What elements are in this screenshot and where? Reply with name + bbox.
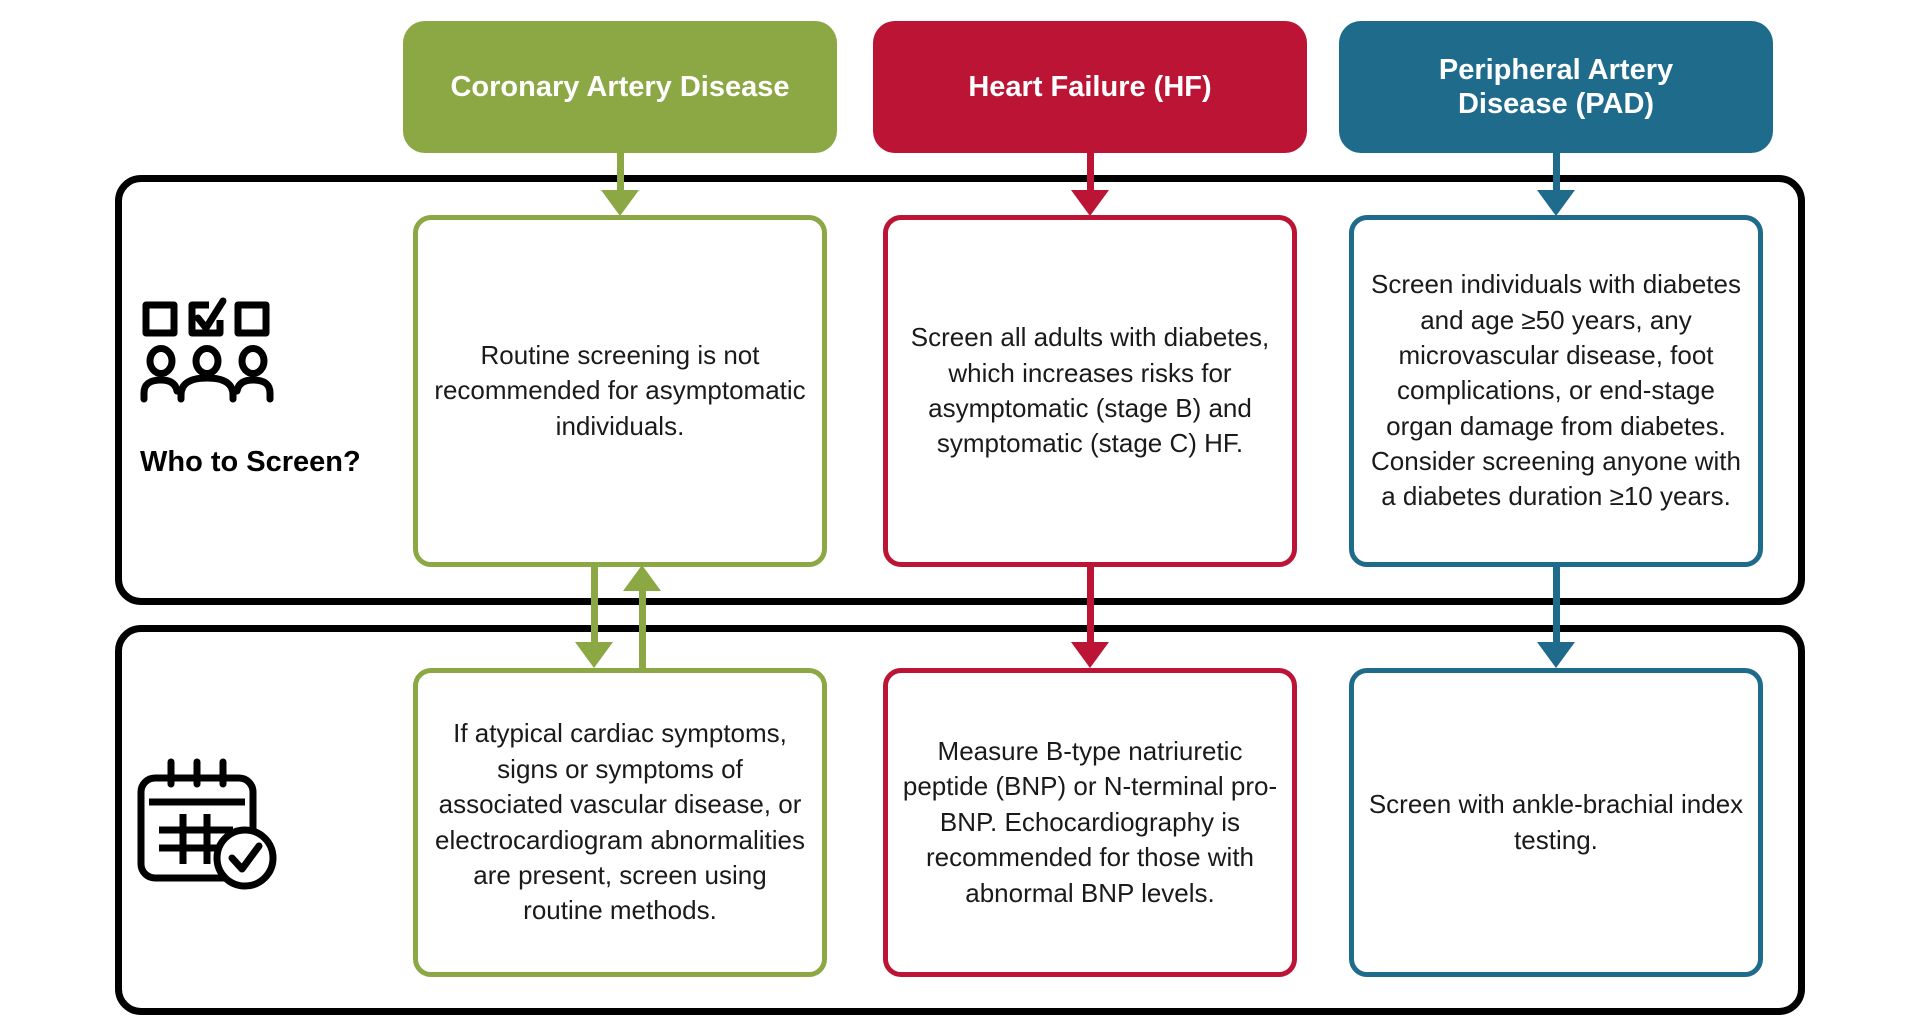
- arrow-hf-down-head: [1071, 642, 1109, 668]
- row-who-label: Who to Screen?: [140, 446, 361, 478]
- header-label-cad: Coronary Artery Disease: [450, 70, 790, 103]
- arrow-hf-header-head: [1071, 190, 1109, 216]
- calendar-check-icon: [133, 752, 283, 894]
- cad-who-text: Routine screening is not recommended for asymptomatic individuals.: [434, 339, 806, 441]
- hf-who-text: Screen all adults with diabetes, which increases risks for asymptomatic (stage B) and symptomatic (stage C) HF.: [910, 322, 1270, 459]
- header-pill-peripheral-artery-disease: [1339, 21, 1773, 153]
- pad-who-text: Screen individuals with diabetes and age ≥50 years, any microvascular disease, foot complications, or end-stage organ damage from diabetes. Consider screening anyone with a diabetes duration ≥10 years.: [1371, 269, 1741, 512]
- header-label-hf: Heart Failure (HF): [968, 70, 1212, 103]
- arrow-cad-header-line: [617, 153, 624, 193]
- arrow-hf-down-line: [1087, 565, 1094, 643]
- pad-how-box: [1349, 668, 1763, 977]
- pad-who-box: [1349, 215, 1763, 567]
- arrow-pad-down-head: [1537, 642, 1575, 668]
- cad-who-box: [413, 215, 827, 567]
- hf-how-box: [883, 668, 1297, 977]
- arrow-cad-down-line: [591, 565, 598, 643]
- arrow-pad-down-line: [1553, 565, 1560, 643]
- hf-how-text: Measure B-type natriuretic peptide (BNP) or N-terminal pro-BNP. Echocardiography is recommended for those with abnormal BNP levels.: [902, 736, 1278, 908]
- cad-how-text: If atypical cardiac symptoms, signs or symptoms of associated vascular disease, or electrocardiogram abnormalities are present, screen using routine methods.: [435, 718, 805, 926]
- arrow-cad-up-line: [639, 590, 646, 670]
- arrow-pad-header-head: [1537, 190, 1575, 216]
- header-pill-heart-failure: [873, 21, 1307, 153]
- header-pill-coronary-artery-disease: [403, 21, 837, 153]
- arrow-cad-down-head: [575, 642, 613, 668]
- header-label-pad: Peripheral Artery Disease (PAD): [1438, 53, 1674, 120]
- people-checklist-icon: [140, 295, 276, 421]
- arrow-cad-up-head: [623, 565, 661, 591]
- arrow-hf-header-line: [1087, 153, 1094, 193]
- hf-who-box: [883, 215, 1297, 567]
- pad-how-text: Screen with ankle-brachial index testing.: [1368, 789, 1744, 855]
- cad-how-box: [413, 668, 827, 977]
- arrow-cad-header-head: [601, 190, 639, 216]
- arrow-pad-header-line: [1553, 153, 1560, 193]
